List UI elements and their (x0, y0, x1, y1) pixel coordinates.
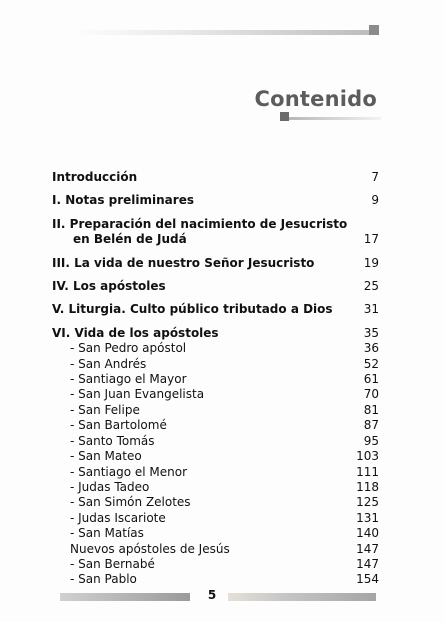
toc-entry-vida-jesucristo (52, 256, 379, 271)
toc-subentry-label: - Judas Iscariote (70, 510, 166, 525)
toc-entry-label: III. La vida de nuestro Señor Jesucristo (52, 255, 315, 270)
toc-subentry (52, 341, 379, 356)
toc-subentry-page: 103 (356, 449, 379, 464)
toc-subentry-page: 118 (356, 479, 379, 494)
toc-entry-page: 17 (363, 232, 379, 247)
toc-entry-preparacion-line2 (52, 232, 379, 247)
toc-entry-page: 31 (363, 302, 379, 317)
toc-subentry-label: - San Simón Zelotes (70, 495, 191, 510)
toc-subentry-label: - San Bernabé (70, 556, 155, 571)
top-decorative-rule (60, 30, 370, 35)
toc-entry-introduccion (52, 170, 379, 185)
toc-subentry (52, 495, 379, 510)
toc-subentry-label: Nuevos apóstoles de Jesús (70, 541, 230, 556)
toc-subentry-label: - San Andrés (70, 356, 147, 371)
toc-subentry (52, 449, 379, 464)
toc-subentry-label: - Santiago el Menor (70, 464, 188, 479)
toc-subentry-label: - Santo Tomás (70, 433, 155, 448)
toc-subentry-page: 125 (356, 495, 379, 510)
bottom-decorative-bar-right (228, 593, 376, 601)
toc-subentry-label: - San Pablo (70, 572, 137, 587)
toc-entry-los-apostoles (52, 279, 379, 294)
toc-entry-label: IV. Los apóstoles (52, 279, 166, 294)
toc-subentry-label: - San Juan Evangelista (70, 387, 205, 402)
toc-subentry-page: 147 (356, 541, 379, 556)
toc-entry-preparacion-line1 (52, 217, 379, 232)
toc-subentry-page: 81 (363, 402, 379, 417)
toc-subentry-label: - Santiago el Mayor (70, 372, 187, 387)
toc-entry-page: 25 (363, 279, 379, 294)
bottom-decorative-bar-left (60, 593, 190, 601)
toc-entry-liturgia (52, 302, 379, 317)
toc-subentry-page: 52 (363, 356, 379, 371)
toc-subentry-label: - San Felipe (70, 402, 140, 417)
toc-subentry-page: 61 (363, 372, 379, 387)
toc-subentry-page: 95 (363, 433, 379, 448)
top-decorative-square (369, 25, 379, 35)
table-of-contents (52, 170, 379, 588)
toc-entry-label: I. Notas preliminares (52, 193, 194, 208)
toc-subentry (52, 557, 379, 572)
toc-subentry-label: - San Bartolomé (70, 418, 167, 433)
toc-subentry-page: 147 (356, 556, 379, 571)
title-decorative-rule (289, 117, 381, 120)
toc-entry-label: Introducción (52, 170, 138, 184)
toc-entry-page: 19 (363, 255, 379, 270)
toc-entry-label: V. Liturgia. Culto público tributado a Dios (52, 302, 333, 317)
toc-subentry-label: - San Pedro apóstol (70, 341, 187, 356)
toc-subentry-page: 87 (363, 418, 379, 433)
toc-entry-label: II. Preparación del nacimiento de Jesucristo (52, 216, 348, 231)
toc-entry-page: 35 (363, 325, 379, 340)
toc-subentry (52, 403, 379, 418)
toc-subentry (52, 387, 379, 402)
toc-entry-page: 9 (371, 193, 379, 208)
toc-subentry (52, 434, 379, 449)
toc-entry-label: VI. Vida de los apóstoles (52, 325, 219, 340)
toc-subentry (52, 372, 379, 387)
toc-subentry (52, 418, 379, 433)
toc-subentry-page: 140 (356, 526, 379, 541)
toc-subentry (52, 572, 379, 587)
toc-subentry-page: 154 (356, 572, 379, 587)
toc-subentry (52, 511, 379, 526)
toc-subentry-page: 36 (363, 341, 379, 356)
toc-subentry-page: 70 (363, 387, 379, 402)
toc-entry-notas-preliminares (52, 193, 379, 208)
toc-subentry (52, 357, 379, 372)
toc-subentry (52, 480, 379, 495)
toc-subentry-label: - San Matías (70, 526, 144, 541)
toc-entry-page: 7 (371, 170, 379, 184)
title-decorative-square (280, 112, 289, 121)
toc-subentry (52, 465, 379, 480)
toc-entry-label: en Belén de Judá (73, 232, 187, 247)
toc-subentry-label: - San Mateo (70, 449, 142, 464)
toc-entry-vida-apostoles (52, 326, 379, 341)
toc-subentry (52, 526, 379, 541)
toc-subentry-page: 131 (356, 510, 379, 525)
toc-subentry-page: 111 (356, 464, 379, 479)
page-number: 5 (207, 588, 217, 602)
toc-entry-nuevos-apostoles (52, 542, 379, 557)
toc-subentry-label: - Judas Tadeo (70, 479, 150, 494)
page-title: Contenido (254, 87, 377, 111)
